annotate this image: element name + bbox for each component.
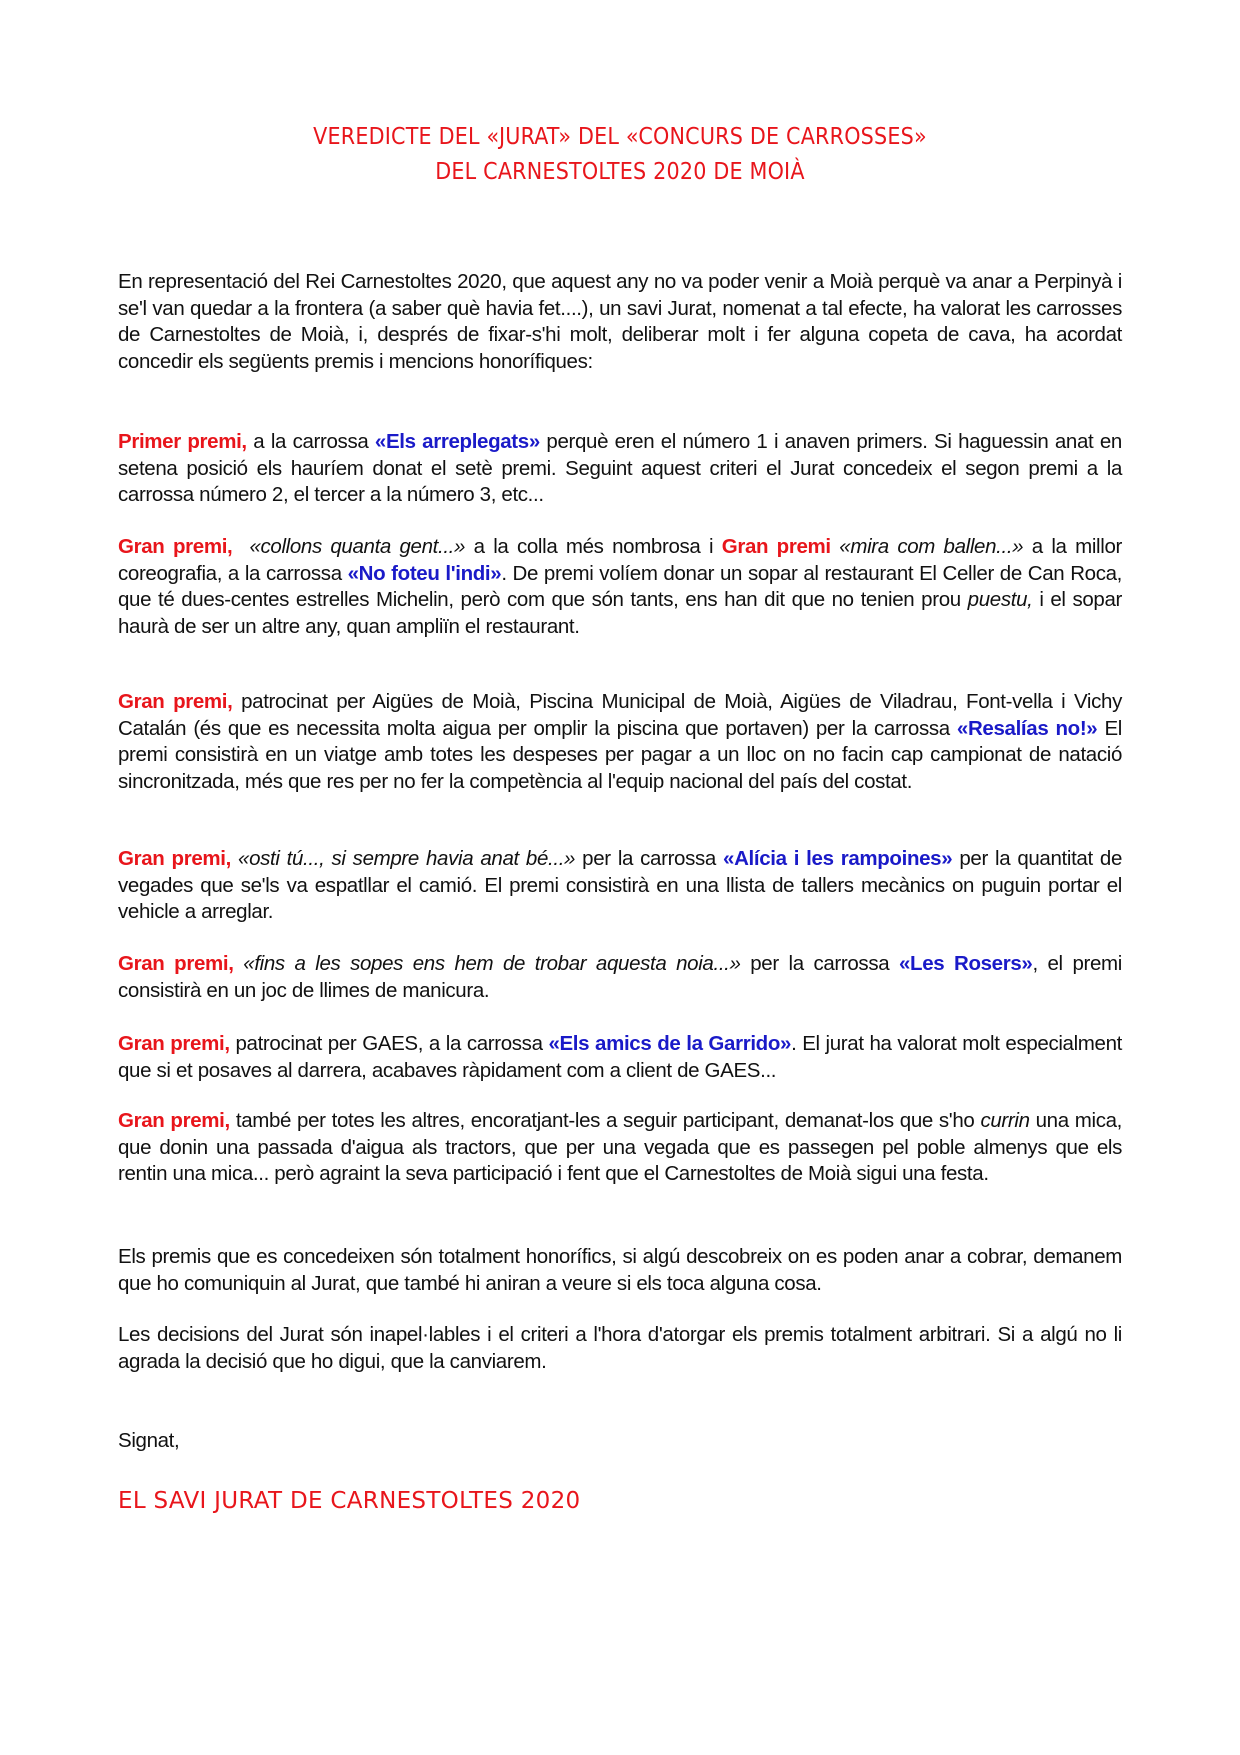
prize-paragraph-gran-2 [118,689,1122,795]
intro-text: En representació del Rei Carnestoltes 2020, que aquest any no va poder venir a Moià perquè va anar a Perpinyà i se'l van quedar a la frontera (a saber què havia fet....), un savi Jurat, nomenat a tal efecte, ha valorat les carrosses de Carnestoltes de Moià, i, després de fixar-s'hi molt, deliberar molt i fer alguna copeta de cava, ha acordat concedir els següents premis i mencions honorífiques: [118,270,1122,373]
prize-quote: «mira com ballen...» [839,535,1024,558]
signed-label: Signat, [118,1429,180,1452]
prize-text: patrocinat per Aigües de Moià, Piscina Municipal de Moià, Aigües de Viladrau, Font-vella i Vichy Catalán (és que es necessita molta aigua per omplir la piscina que portaven) per la carrossa [118,690,1122,740]
prize-label: Gran premi [721,535,831,558]
prize-label: Primer premi, [118,430,247,453]
prize-text: a la millor coreografia, a la carrossa [118,535,1122,585]
prize-paragraph-gran-3 [118,846,1122,926]
prize-text: també per totes les altres, encoratjant-les a seguir participant, demanat-los que s'ho [229,1109,981,1132]
prize-label: Gran premi, [118,1109,230,1132]
prize-text: perquè eren el número 1 i anaven primers. Si haguessin anat en setena posició els hauríem donat el setè premi. Seguint aquest criteri el Jurat concedeix el segon premi a la carrossa número 2, el tercer a la número 3, etc... [118,430,1122,506]
prize-text: . De premi volíem donar un sopar al restaurant El Celler de Can Roca, que té dues-centes estrelles Michelin, però com que són tants, ens han dit que no tenien prou [118,561,1122,611]
italic-word: puestu, [967,588,1033,611]
decisions-note-text: Les decisions del Jurat són inapel·lables i el criteri a l'hora d'atorgar els premis totalment arbitrari. Si a algú no li agrada la decisió que ho digui, que la canviarem. [118,1323,1122,1373]
prize-label: Gran premi, [118,952,234,975]
prize-label: Gran premi, [118,1032,230,1055]
prize-paragraph-gran-5 [118,1031,1122,1084]
prize-text: per la carrossa [575,847,724,870]
signed-paragraph [118,1428,1122,1455]
carrossa-name: «No foteu l'indi» [347,561,502,585]
prize-paragraph-gran-6 [118,1108,1122,1188]
document-title-line-2: DEL CARNESTOLTES 2020 DE MOIÀ [435,159,805,185]
prize-quote: «collons quanta gent...» [249,535,466,558]
carrossa-name: «Els arreplegats» [374,430,540,453]
prize-text: a la carrossa [246,430,375,453]
decisions-note-paragraph [118,1322,1122,1375]
prize-quote: «osti tú..., si sempre havia anat bé...» [238,847,576,870]
premis-note-text: Els premis que es concedeixen són totalment honorífics, si algú descobreix on es poden anar a cobrar, demanem que ho comuniquin al Jurat, que també hi aniran a veure si els toca alguna cosa. [118,1245,1122,1295]
prize-text: , el premi consistirà en un joc de llimes de manicura. [118,952,1122,1002]
prize-paragraph-primer [118,429,1122,509]
prize-paragraph-gran-1 [118,534,1122,640]
intro-paragraph [118,269,1122,375]
prize-text: El premi consistirà en un viatge amb totes les despeses per pagar a un lloc on no facin cap campionat de natació sincronitzada, més que res per no fer la competència al l'equip nacional del país del costat. [118,716,1122,793]
premis-note-paragraph [118,1244,1122,1297]
carrossa-name: «Els amics de la Garrido» [548,1032,792,1055]
prize-text: per la carrossa [740,952,899,975]
prize-quote: «fins a les sopes ens hem de trobar aquesta noia...» [243,952,741,975]
prize-text: a la colla més nombrosa i [465,535,722,558]
italic-word: currin [980,1109,1030,1132]
carrossa-name: «Resalías no!» [956,716,1098,740]
prize-label: Gran premi, [118,847,231,870]
carrossa-name: «Les Rosers» [898,952,1033,975]
carrossa-name: «Alícia i les rampoines» [723,847,953,870]
prize-paragraph-gran-4 [118,951,1122,1004]
prize-text: . El jurat ha valorat molt especialment que si et posaves al darrera, acabaves ràpidament com a client de GAES... [118,1032,1122,1082]
prize-text: una mica, que donin una passada d'aigua als tractors, que per una vegada que es passegen pel poble almenys que els rentin una mica... però agraint la seva participació i fent que el Carnestoltes de Moià sigui una festa. [118,1109,1122,1185]
prize-text: per la quantitat de vegades que se'ls va espatllar el camió. El premi consistirà en una llista de tallers mecànics on puguin portar el vehicle a arreglar. [118,847,1122,923]
prize-text: patrocinat per GAES, a la carrossa [229,1032,549,1055]
document-title-line-1: VEREDICTE DEL «JURAT» DEL «CONCURS DE CARROSSES» [313,124,927,150]
prize-text: i el sopar haurà de ser un altre any, quan ampliïn el restaurant. [118,588,1123,638]
signature: EL SAVI JURAT DE CARNESTOLTES 2020 [118,1488,581,1514]
prize-label: Gran premi, [118,535,233,558]
prize-label: Gran premi, [118,690,233,713]
